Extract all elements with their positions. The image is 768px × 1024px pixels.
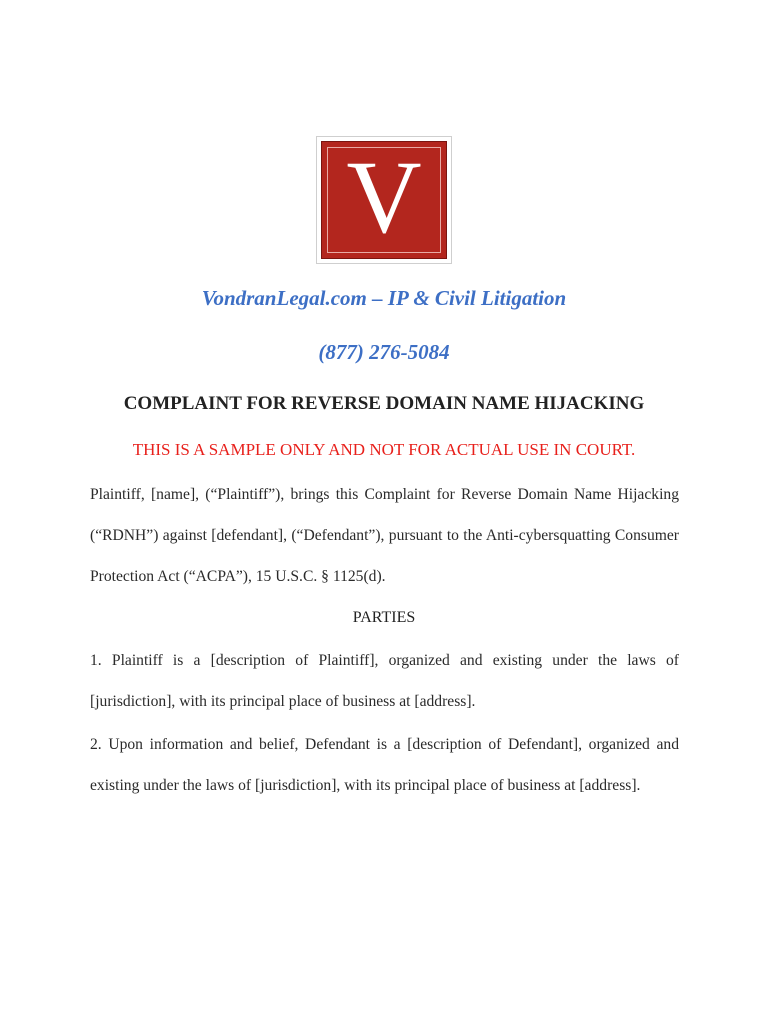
paragraph-1: 1. Plaintiff is a [description of Plaintiff], organized and existing under the laws of [jurisdiction], with its principal place of business at [address]. <box>90 652 679 710</box>
firm-logo <box>316 136 452 264</box>
logo-red-square <box>321 141 447 259</box>
sample-warning: THIS IS A SAMPLE ONLY AND NOT FOR ACTUAL USE IN COURT. <box>132 440 636 459</box>
paragraph-2: 2. Upon information and belief, Defendant is a [description of Defendant], organized and existing under the laws of [jurisdiction], with its principal place of business at [address]. <box>90 736 679 794</box>
intro-paragraph: Plaintiff, [name], (“Plaintiff”), brings this Complaint for Reverse Domain Name Hijacking (“RDNH”) against [defendant], (“Defendant”), pursuant to the Anti-cybersquatting Consumer Protection Act (“ACPA”), 15 U.S.C. § 1125(d). <box>90 486 679 585</box>
document-title: COMPLAINT FOR REVERSE DOMAIN NAME HIJACKING <box>123 393 645 414</box>
phone-number-link[interactable]: (877) 276-5084 <box>318 340 450 364</box>
firm-name-link[interactable]: VondranLegal.com – IP & Civil Litigation <box>201 286 567 310</box>
logo-letter: V <box>346 140 422 255</box>
parties-heading: PARTIES <box>352 609 416 626</box>
